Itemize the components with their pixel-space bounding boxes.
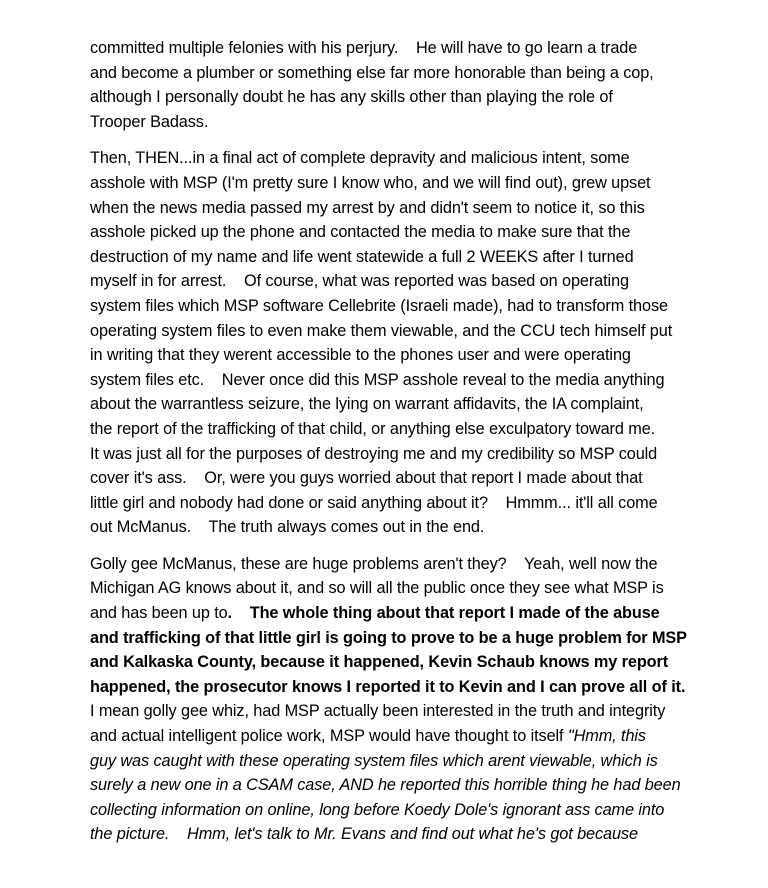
text-line [90,417,690,442]
paragraph [90,552,690,847]
text-run: in writing that they werent accessible to the phones user and were operating [90,346,631,365]
text-run: committed multiple felonies with his perjury. He will have to go learn a trade [90,39,638,57]
text-run: little girl and nobody had done or said anything about it? Hmmm... it'll all come [90,493,658,512]
italic-text-run: the picture. Hmm, let's talk to Mr. Evans and find out what he's got because [90,825,638,844]
text-line [90,110,690,135]
bold-text-run: happened, the prosecutor knows I reported it to Kevin and I can prove all of it. [90,677,686,696]
text-line [90,724,690,749]
text-line [90,675,690,700]
text-line [90,368,690,393]
text-run: Michigan AG knows about it, and so will all the public once they see what MSP is [90,579,664,598]
text-line [90,749,690,774]
document-body [90,36,690,847]
italic-text-run: guy was caught with these operating system files which arent viewable, which is [90,751,658,770]
bold-text-run: and trafficking of that little girl is going to prove to be a huge problem for MSP [90,628,687,647]
text-line [90,392,690,417]
text-run: although I personally doubt he has any skills other than playing the role of [90,88,613,107]
text-line [90,171,690,196]
paragraph [90,146,690,540]
bold-text-run: and Kalkaska County, because it happened, Kevin Schaub knows my report [90,653,669,672]
italic-text-run: "Hmm, this [567,727,646,746]
text-line [90,773,690,798]
text-run: cover it's ass. Or, were you guys worried about that report I made about that [90,469,643,488]
text-line [90,552,690,577]
text-run: and become a plumber or something else far more honorable than being a cop, [90,63,654,82]
text-line [90,699,690,724]
text-line [90,466,690,491]
text-line [90,146,690,171]
text-line [90,196,690,221]
text-run: about the warrantless seizure, the lying on warrant affidavits, the IA complaint, [90,395,644,414]
text-run: I mean golly gee whiz, had MSP actually been interested in the truth and integrity [90,702,666,721]
italic-text-run: collecting information on online, long before Koedy Dole's ignorant ass came into [90,800,665,819]
text-run: when the news media passed my arrest by and didn't seem to notice it, so this [90,198,645,217]
text-run: and actual intelligent police work, MSP would have thought to itself [90,727,568,746]
text-line [90,442,690,467]
bold-text-run: . The whole thing about that report I made of the abuse [227,604,660,623]
text-run: and has been up to [90,604,228,623]
text-run: system files etc. Never once did this MSP asshole reveal to the media anything [90,370,665,389]
text-run: Trooper Badass. [90,112,209,131]
text-line [90,822,690,847]
text-line [90,626,690,651]
paragraph-spacer [90,540,690,552]
text-run: myself in for arrest. Of course, what was reported was based on operating [90,272,629,291]
text-line [90,515,690,540]
text-run: Golly gee McManus, these are huge problems aren't they? Yeah, well now the [90,554,658,573]
text-run: asshole with MSP (I'm pretty sure I know who, and we will find out), grew upset [90,173,651,192]
paragraph [90,36,690,134]
text-line [90,601,690,626]
text-line [90,650,690,675]
text-run: It was just all for the purposes of destroying me and my credibility so MSP could [90,444,658,463]
text-line [90,576,690,601]
text-line [90,491,690,516]
text-run: Then, THEN...in a final act of complete depravity and malicious intent, some [90,149,630,168]
text-line [90,61,690,86]
text-line [90,343,690,368]
text-line [90,269,690,294]
text-run: the report of the trafficking of that child, or anything else exculpatory toward me. [90,419,656,438]
text-run: operating system files to even make them viewable, and the CCU tech himself put [90,321,673,340]
text-line [90,294,690,319]
text-line [90,798,690,823]
text-line [90,319,690,344]
italic-text-run: surely a new one in a CSAM case, AND he reported this horrible thing he had been [90,776,681,795]
text-run: out McManus. The truth always comes out in the end. [90,518,485,537]
text-line [90,220,690,245]
text-run: system files which MSP software Cellebrite (Israeli made), had to transform those [90,296,668,315]
text-run: destruction of my name and life went statewide a full 2 WEEKS after I turned [90,247,634,266]
text-line [90,85,690,110]
text-line [90,36,690,61]
text-run: asshole picked up the phone and contacted the media to make sure that the [90,223,631,242]
text-line [90,245,690,270]
paragraph-spacer [90,134,690,146]
